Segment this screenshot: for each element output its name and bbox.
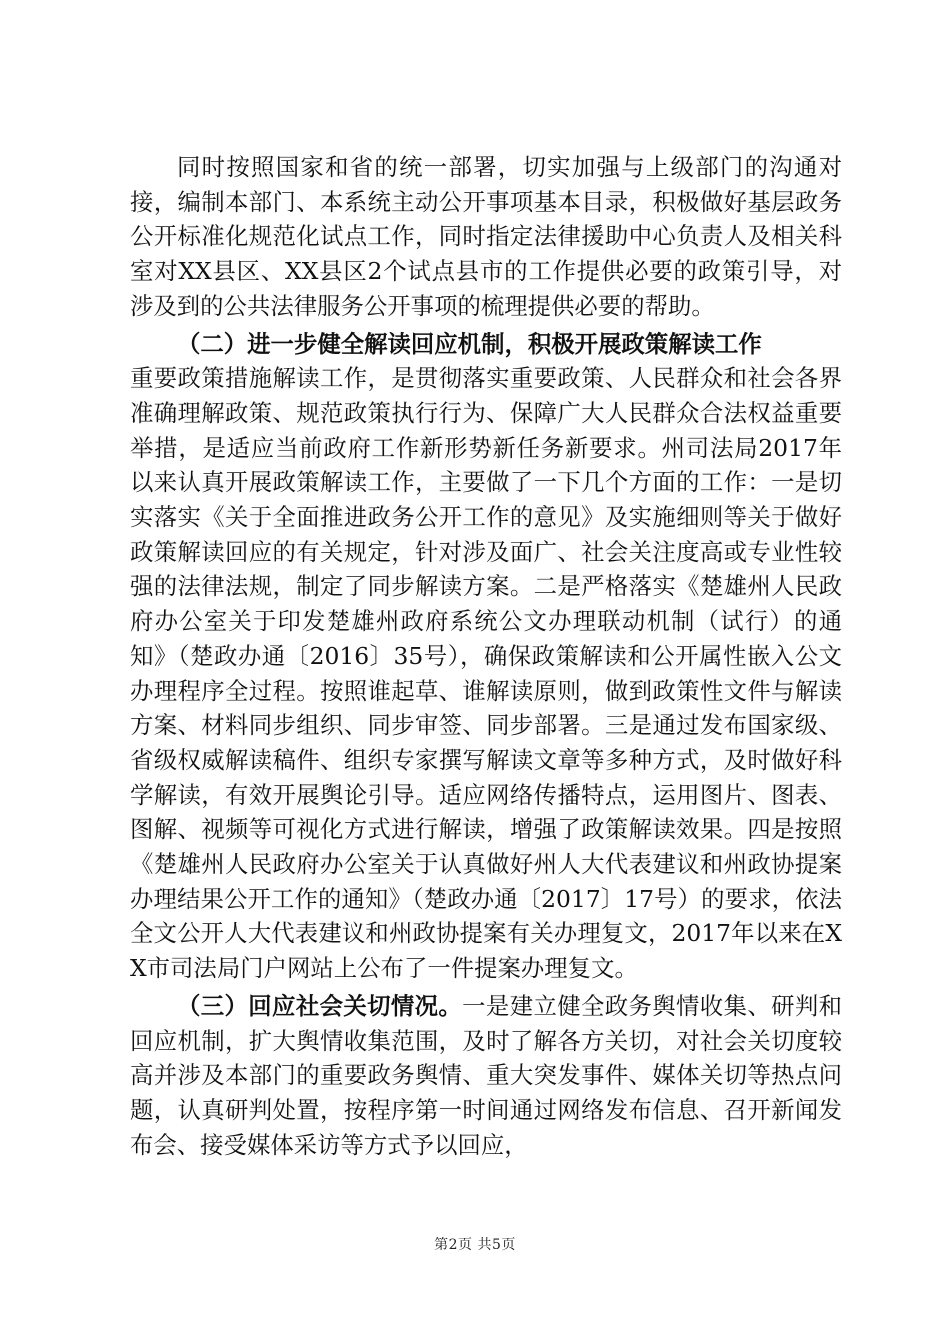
paragraph-policy-interpretation: 重要政策措施解读工作，是贯彻落实重要政策、人民群众和社会各界准确理解政策、规范政策执行行为、保障广大人民群众合法权益重要举措，是适应当前政府工作新形势新任务新要求。州司法局2017年以来认真开展政策解读工作，主要做了一下几个方面的工作：一是切实落实《关于全面推进政务公开工作的意见》及实施细则等关于做好政策解读回应的有关规定，针对涉及面广、社会关注度高或专业性较强的法律法规，制定了同步解读方案。二是严格落实《楚雄州人民政府办公室关于印发楚雄州政府系统公文办理联动机制（试行）的通知》（楚政办通〔2016〕35号），确保政策解读和公开属性嵌入公文办理程序全过程。按照谁起草、谁解读原则，做到政策性文件与解读方案、材料同步组织、同步审签、同步部署。三是通过发布国家级、省级权威解读稿件、组织专家撰写解读文章等多种方式，及时做好科学解读，有效开展舆论引导。适应网络传播特点，运用图片、图表、图解、视频等可视化方式进行解读，增强了政策解读效果。四是按照《楚雄州人民政府办公室关于认真做好州人大代表建议和州政协提案办理结果公开工作的通知》（楚政办通〔2017〕17号）的要求，依法全文公开人大代表建议和州政协提案有关办理复文，2017年以来在XX市司法局门户网站上公布了一件提案办理复文。 — [130, 364, 842, 983]
paragraph-social-concerns-text: 一是建立健全政务舆情收集、研判和回应机制，扩大舆情收集范围，及时了解各方关切，对社会关切度较高并涉及本部门的重要政务舆情、重大突发事件、媒体关切等热点问题，认真研判处置，按程序第一时间通过网络发布信息、召开新闻发布会、接受媒体采访等方式予以回应， — [130, 991, 843, 1159]
section-heading-social-concerns: （三）回应社会关切情况。 — [177, 991, 463, 1020]
paragraph-pilot-work: 同时按照国家和省的统一部署，切实加强与上级部门的沟通对接，编制本部门、本系统主动公开事项基本目录，积极做好基层政务公开标准化规范化试点工作，同时指定法律援助中心负责人及相关科室对XX县区、XX县区2个试点县市的工作提供必要的政策引导，对涉及到的公共法律服务公开事项的梳理提供必要的帮助。 — [130, 153, 842, 320]
page-number-footer: 第2页 共5页 — [434, 1237, 516, 1253]
paragraph-social-concerns — [130, 989, 842, 1163]
section-heading-policy-interpretation: （二）进一步健全解读回应机制，积极开展政策解读工作 — [177, 329, 762, 358]
document-body — [130, 150, 842, 1162]
